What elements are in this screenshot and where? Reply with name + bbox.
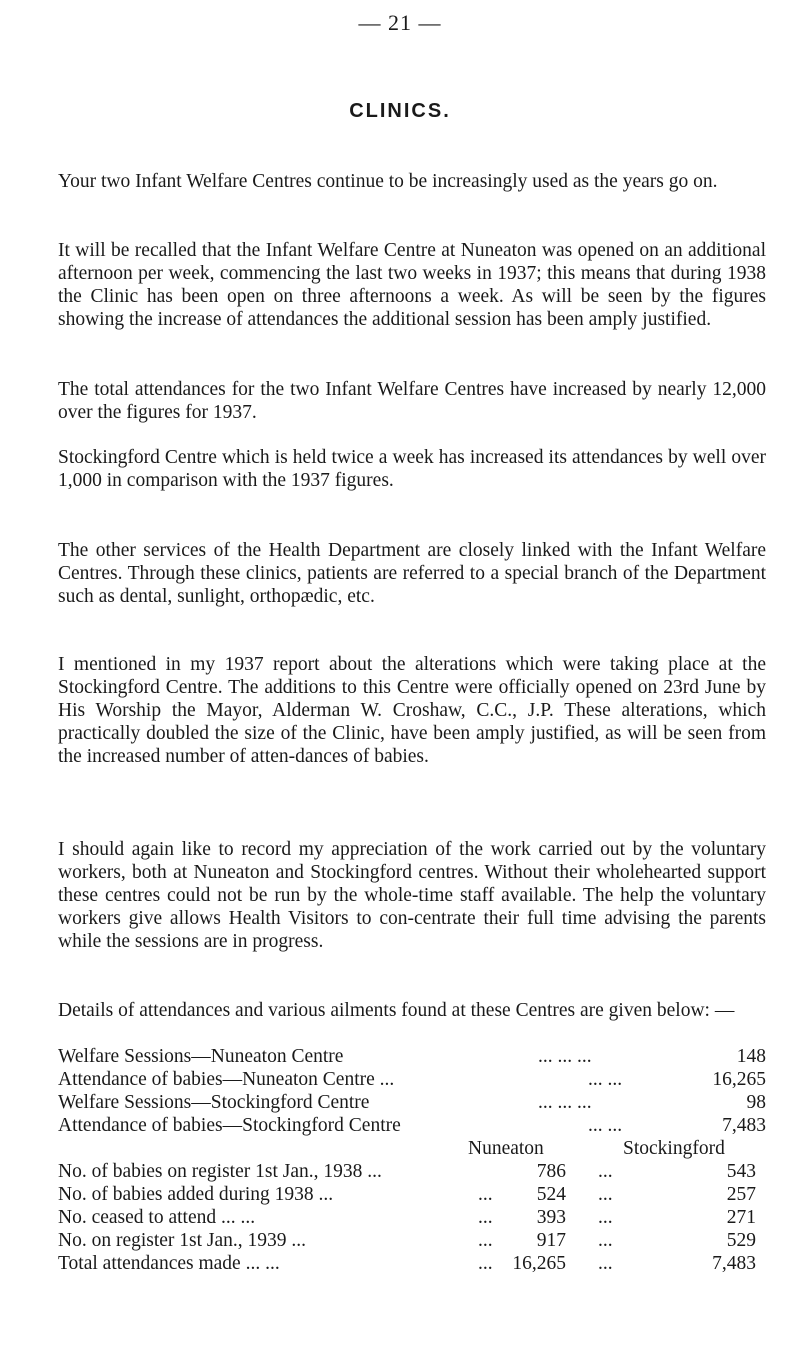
leader-dots: ...: [478, 1253, 493, 1274]
table-header: [58, 1137, 766, 1160]
leader-dots: ... ...: [588, 1069, 623, 1090]
column-header-nuneaton: Nuneaton: [468, 1138, 544, 1159]
nuneaton-value: 16,265: [512, 1253, 566, 1274]
page-title: CLINICS.: [349, 100, 451, 122]
summary-value: 98: [746, 1092, 766, 1113]
column-header-stockingford: Stockingford: [623, 1138, 725, 1159]
leader-dots: ...: [478, 1184, 493, 1205]
stockingford-value: 257: [726, 1184, 756, 1205]
table-row: [58, 1252, 766, 1275]
list-item: [58, 1068, 766, 1091]
nuneaton-value: 393: [536, 1207, 566, 1228]
leader-dots: ...: [598, 1161, 613, 1182]
paragraph-stockingford: Stockingford Centre which is held twice a week has increased its attendances by well over 1,000 in comparison with the 1937 figures.: [58, 447, 766, 491]
attendance-summary-list: [58, 1045, 766, 1137]
stockingford-value: 271: [726, 1207, 756, 1228]
row-label: Total attendances made ... ...: [58, 1253, 280, 1274]
paragraph-details-intro: Details of attendances and various ailments found at these Centres are given below: —: [58, 1000, 735, 1021]
paragraph-voluntary-workers: I should again like to record my appreciation of the work carried out by the voluntary workers, both at Nuneaton and Stockingford centres. Without their wholehearted support these centres could not be run by the whole-time staff available. The help the voluntary workers give allows Health Visitors to con-centrate their full time advising the parents while the sessions are in progress.: [58, 839, 766, 952]
table-row: [58, 1160, 766, 1183]
row-label: No. ceased to attend ... ...: [58, 1207, 256, 1228]
stockingford-value: 7,483: [712, 1253, 756, 1274]
leader-dots: ...: [598, 1253, 613, 1274]
page-number: — 21 —: [358, 10, 442, 35]
list-item: [58, 1091, 766, 1114]
leader-dots: ...: [478, 1230, 493, 1251]
summary-label: Attendance of babies—Nuneaton Centre ...: [58, 1069, 395, 1090]
leader-dots: ... ...: [588, 1115, 623, 1136]
nuneaton-value: 524: [536, 1184, 566, 1205]
summary-value: 7,483: [722, 1115, 766, 1136]
leader-dots: ... ... ...: [538, 1046, 592, 1067]
paragraph-other-services: The other services of the Health Department are closely linked with the Infant Welfare Centres. Through these clinics, patients are referred to a special branch of the Department such as dental, sunlight, orthopædic, etc.: [58, 540, 766, 607]
row-label: No. on register 1st Jan., 1939 ...: [58, 1230, 307, 1251]
paragraph-alterations: I mentioned in my 1937 report about the alterations which were taking place at the Stockingford Centre. The additions to this Centre were officially opened on 23rd June by His Worship the Mayor, Alderman W. Croshaw, C.C., J.P. These alterations, which practically doubled the size of the Clinic, have been amply justified, as will be seen from the increased number of atten-dances of babies.: [58, 654, 766, 767]
leader-dots: ... ... ...: [538, 1092, 592, 1113]
row-label: No. of babies added during 1938 ...: [58, 1184, 334, 1205]
summary-value: 148: [736, 1046, 766, 1067]
summary-value: 16,265: [712, 1069, 766, 1090]
paragraph-nuneaton-session: It will be recalled that the Infant Welfare Centre at Nuneaton was opened on an additional afternoon per week, commencing the last two weeks in 1937; this means that during 1938 the Clinic has been open on three afternoons a week. As will be seen by the figures showing the increase of attendances the additional session has been amply justified.: [58, 240, 766, 330]
summary-label: Welfare Sessions—Stockingford Centre: [58, 1092, 370, 1113]
table-row: [58, 1229, 766, 1252]
table-row: [58, 1183, 766, 1206]
leader-dots: ...: [478, 1207, 493, 1228]
leader-dots: ...: [598, 1207, 613, 1228]
row-label: No. of babies on register 1st Jan., 1938 ...: [58, 1161, 382, 1182]
paragraph-intro: Your two Infant Welfare Centres continue to be increasingly used as the years go on.: [58, 171, 718, 192]
summary-label: Attendance of babies—Stockingford Centre: [58, 1115, 401, 1136]
paragraph-total-attendances: The total attendances for the two Infant Welfare Centres have increased by nearly 12,000 over the figures for 1937.: [58, 379, 766, 423]
list-item: [58, 1045, 766, 1068]
stockingford-value: 529: [726, 1230, 756, 1251]
nuneaton-value: 786: [536, 1161, 566, 1182]
register-table: [58, 1137, 766, 1275]
leader-dots: ...: [598, 1184, 613, 1205]
nuneaton-value: 917: [536, 1230, 566, 1251]
leader-dots: ...: [598, 1230, 613, 1251]
summary-label: Welfare Sessions—Nuneaton Centre: [58, 1046, 344, 1067]
list-item: [58, 1114, 766, 1137]
table-row: [58, 1206, 766, 1229]
stockingford-value: 543: [726, 1161, 756, 1182]
